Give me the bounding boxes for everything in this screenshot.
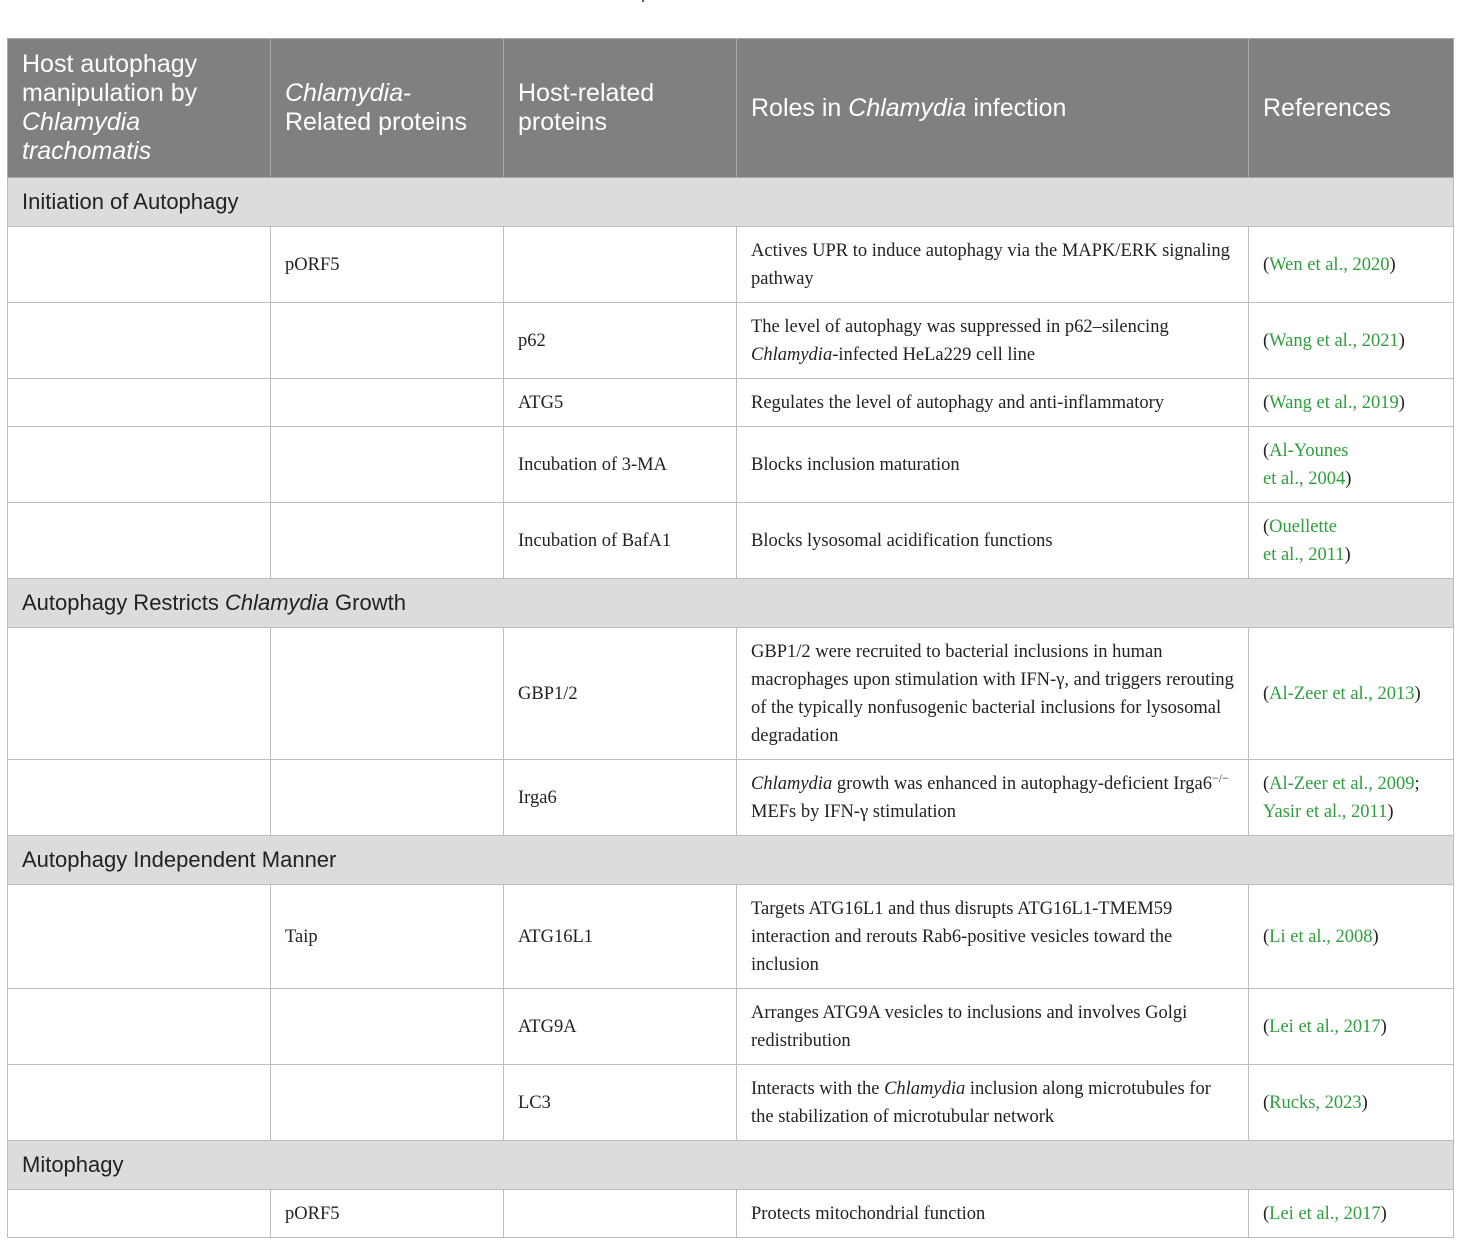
- cell-chlamydia-protein: [271, 427, 504, 503]
- section-row: [8, 178, 1454, 227]
- cell-reference: (Rucks, 2023): [1249, 1065, 1454, 1141]
- cell-host-manipulation: [8, 427, 271, 503]
- section-row: [8, 579, 1454, 628]
- reference-link[interactable]: Rucks, 2023: [1269, 1092, 1362, 1113]
- cell-host-protein: GBP1/2: [504, 628, 737, 760]
- cell-role: GBP1/2 were recruited to bacterial inclusions in human macrophages upon stimulation with IFN-γ, and triggers rerouting of the typically nonfusogenic bacterial inclusions for lysosomal degradation: [737, 628, 1249, 760]
- table-row: [8, 1190, 1454, 1238]
- cell-role: Arranges ATG9A vesicles to inclusions and involves Golgi redistribution: [737, 989, 1249, 1065]
- cell-host-protein: Irga6: [504, 760, 737, 836]
- header-references: References: [1249, 39, 1454, 178]
- cell-host-protein: [504, 1190, 737, 1238]
- cell-role: Blocks lysosomal acidification functions: [737, 503, 1249, 579]
- reference-link[interactable]: et al., 2004: [1263, 468, 1346, 489]
- cell-host-protein: ATG9A: [504, 989, 737, 1065]
- cell-host-protein: Incubation of 3-MA: [504, 427, 737, 503]
- cell-role: Regulates the level of autophagy and anti-inflammatory: [737, 379, 1249, 427]
- table-row: [8, 427, 1454, 503]
- section-initiation: Initiation of Autophagy: [8, 178, 1454, 227]
- cell-role: Protects mitochondrial function: [737, 1190, 1249, 1238]
- cell-host-manipulation: [8, 1065, 271, 1141]
- cell-reference: (Lei et al., 2017): [1249, 1190, 1454, 1238]
- table-row: [8, 989, 1454, 1065]
- table-row: [8, 628, 1454, 760]
- page-dot: [642, 0, 644, 2]
- cell-host-manipulation: [8, 303, 271, 379]
- section-restricts-growth: Autophagy Restricts Chlamydia Growth: [8, 579, 1454, 628]
- reference-link[interactable]: Al-Zeer et al., 2009: [1269, 773, 1415, 794]
- reference-link[interactable]: et al., 2011: [1263, 544, 1345, 565]
- reference-link[interactable]: Wen et al., 2020: [1269, 254, 1390, 275]
- cell-reference: (Ouellette et al., 2011): [1249, 503, 1454, 579]
- reference-link[interactable]: Wang et al., 2019: [1269, 392, 1399, 413]
- header-host-manipulation: Host autophagy manipulation by Chlamydia trachomatis: [8, 39, 271, 178]
- cell-role: The level of autophagy was suppressed in p62–silencing Chlamydia-infected HeLa229 cell line: [737, 303, 1249, 379]
- cell-host-manipulation: [8, 885, 271, 989]
- cell-reference: (Lei et al., 2017): [1249, 989, 1454, 1065]
- cell-chlamydia-protein: [271, 1065, 504, 1141]
- section-independent: Autophagy Independent Manner: [8, 836, 1454, 885]
- reference-link[interactable]: Yasir et al., 2011: [1263, 801, 1388, 822]
- table-row: [8, 303, 1454, 379]
- cell-chlamydia-protein: pORF5: [271, 227, 504, 303]
- cell-reference: (Li et al., 2008): [1249, 885, 1454, 989]
- cell-reference: (Al-Zeer et al., 2009; Yasir et al., 2011): [1249, 760, 1454, 836]
- cell-role: Blocks inclusion maturation: [737, 427, 1249, 503]
- reference-link[interactable]: Wang et al., 2021: [1269, 330, 1399, 351]
- reference-link[interactable]: Al-Younes: [1269, 440, 1349, 461]
- cell-chlamydia-protein: [271, 989, 504, 1065]
- cell-role: Actives UPR to induce autophagy via the MAPK/ERK signaling pathway: [737, 227, 1249, 303]
- reference-link[interactable]: Li et al., 2008: [1269, 926, 1373, 947]
- cell-host-manipulation: [8, 1190, 271, 1238]
- cell-reference: (Wang et al., 2021): [1249, 303, 1454, 379]
- cell-chlamydia-protein: [271, 303, 504, 379]
- cell-reference: (Al-Zeer et al., 2013): [1249, 628, 1454, 760]
- cell-host-protein: Incubation of BafA1: [504, 503, 737, 579]
- cell-host-protein: ATG16L1: [504, 885, 737, 989]
- header-roles: Roles in Chlamydia infection: [737, 39, 1249, 178]
- section-mitophagy: Mitophagy: [8, 1141, 1454, 1190]
- cell-chlamydia-protein: [271, 628, 504, 760]
- header-chlamydia-proteins: Chlamydia-Related proteins: [271, 39, 504, 178]
- cell-host-protein: ATG5: [504, 379, 737, 427]
- reference-link[interactable]: Ouellette: [1269, 516, 1337, 537]
- table-row: [8, 885, 1454, 989]
- section-row: [8, 836, 1454, 885]
- autophagy-table: [7, 38, 1454, 1238]
- table-row: [8, 379, 1454, 427]
- cell-chlamydia-protein: [271, 503, 504, 579]
- cell-chlamydia-protein: [271, 760, 504, 836]
- cell-reference: (Wen et al., 2020): [1249, 227, 1454, 303]
- table-row: [8, 1065, 1454, 1141]
- cell-chlamydia-protein: Taip: [271, 885, 504, 989]
- section-row: [8, 1141, 1454, 1190]
- reference-link[interactable]: Lei et al., 2017: [1269, 1203, 1381, 1224]
- cell-chlamydia-protein: [271, 379, 504, 427]
- header-row: [8, 39, 1454, 178]
- cell-host-manipulation: [8, 503, 271, 579]
- cell-role: Targets ATG16L1 and thus disrupts ATG16L1-TMEM59 interaction and rerouts Rab6-positive vesicles toward the inclusion: [737, 885, 1249, 989]
- cell-host-manipulation: [8, 628, 271, 760]
- header-host-proteins: Host-related proteins: [504, 39, 737, 178]
- cell-host-protein: p62: [504, 303, 737, 379]
- cell-reference: (Al-Younes et al., 2004): [1249, 427, 1454, 503]
- cell-host-manipulation: [8, 760, 271, 836]
- table-row: [8, 760, 1454, 836]
- cell-host-manipulation: [8, 989, 271, 1065]
- table-row: [8, 503, 1454, 579]
- cell-host-protein: [504, 227, 737, 303]
- cell-host-protein: LC3: [504, 1065, 737, 1141]
- reference-link[interactable]: Al-Zeer et al., 2013: [1269, 683, 1415, 704]
- cell-host-manipulation: [8, 379, 271, 427]
- cell-role: Chlamydia growth was enhanced in autophagy-deficient Irga6−/− MEFs by IFN-γ stimulation: [737, 760, 1249, 836]
- cell-role: Interacts with the Chlamydia inclusion along microtubules for the stabilization of microtubular network: [737, 1065, 1249, 1141]
- cell-host-manipulation: [8, 227, 271, 303]
- table-row: [8, 227, 1454, 303]
- cell-chlamydia-protein: pORF5: [271, 1190, 504, 1238]
- cell-reference: (Wang et al., 2019): [1249, 379, 1454, 427]
- reference-link[interactable]: Lei et al., 2017: [1269, 1016, 1381, 1037]
